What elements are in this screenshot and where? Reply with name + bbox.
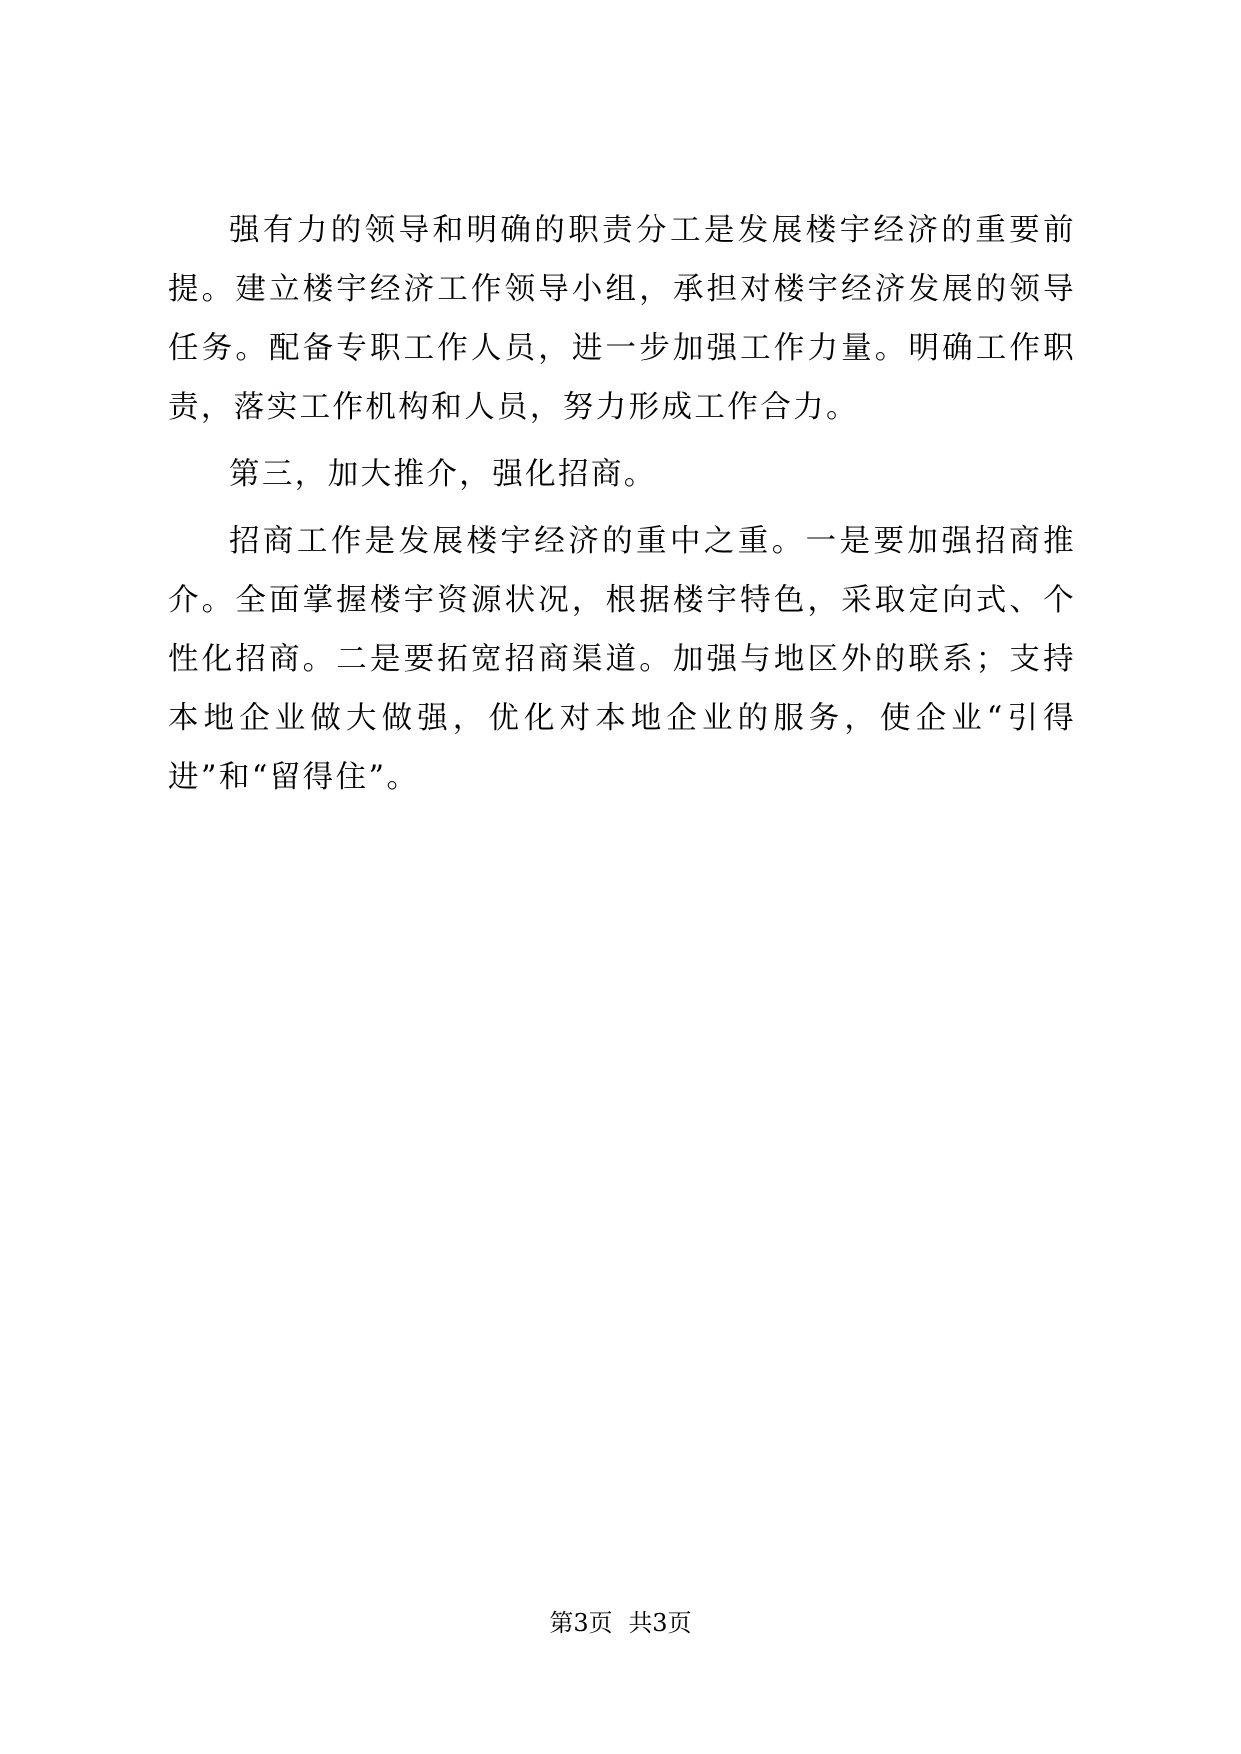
page-number-current: 第3页 xyxy=(549,1609,613,1637)
document-body xyxy=(168,201,1076,807)
paragraph-heading-third: 第三，加大推介，强化招商。 xyxy=(229,457,657,492)
page-footer xyxy=(0,1608,1241,1638)
paragraph-investment: 招商工作是发展楼宇经济的重中之重。一是要加强招商推介。全面掌握楼宇资源状况，根据楼宇特色，采取定向式、个性化招商。二是要拓宽招商渠道。加强与地区外的联系；支持本地企业做大做强，优化对本地企业的服务，使企业“引得进”和“留得住”。 xyxy=(168,524,1076,795)
paragraph-leadership: 强有力的领导和明确的职责分工是发展楼宇经济的重要前提。建立楼宇经济工作领导小组，承担对楼宇经济发展的领导任务。配备专职工作人员，进一步加强工作力量。明确工作职责，落实工作机构和人员，努力形成工作合力。 xyxy=(168,213,1076,425)
page-number-total: 共3页 xyxy=(628,1609,692,1637)
